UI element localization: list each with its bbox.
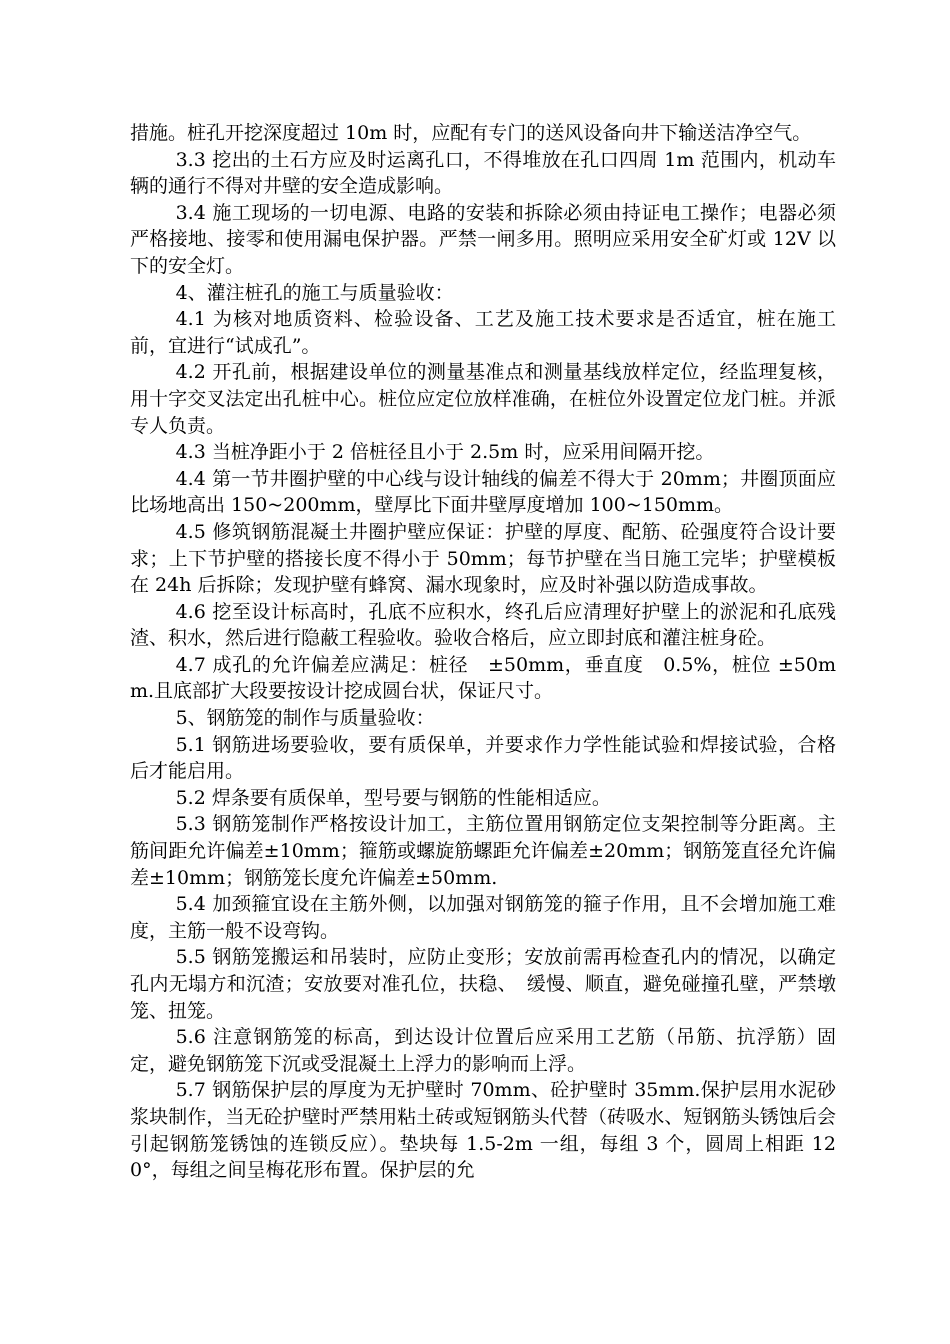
body-paragraph: 措施。桩孔开挖深度超过 10m 时，应配有专门的送风设备向井下输送洁净空气。 [130,122,812,144]
body-paragraph: 4.1 为核对地质资料、检验设备、工艺及施工技术要求是否适宜，桩在施工前，宜进行“试成孔”。 [130,308,836,357]
body-paragraph: 5.5 钢筋笼搬运和吊装时，应防止变形；安放前需再检查孔内的情况，以确定孔内无塌方和沉渣；安放要对准孔位，扶稳、 缓慢、顺直，避免碰撞孔壁，严禁墩笼、扭笼。 [130,946,836,1022]
document-page [130,120,836,1184]
document-body [130,120,836,1184]
body-paragraph: 5.2 焊条要有质保单，型号要与钢筋的性能相适应。 [175,786,611,809]
body-paragraph: 5.6 注意钢筋笼的标高，到达设计位置后应采用工艺筋（吊筋、抗浮筋）固定，避免钢筋笼下沉或受混凝土上浮力的影响而上浮。 [130,1026,836,1075]
body-paragraph: 5.7 钢筋保护层的厚度为无护壁时 70mm、砼护壁时 35mm.保护层用水泥砂浆块制作，当无砼护壁时严禁用粘土砖或短钢筋头代替（砖吸水、短钢筋头锈蚀后会引起钢筋笼锈蚀的连锁反应）。垫块每 1.5-2m 一组，每组 3 个，圆周上相距 120°，每组之间呈梅花形布置。保护层的允 [130,1079,836,1182]
body-paragraph: 5.4 加颈箍宜设在主筋外侧，以加强对钢筋笼的箍子作用，且不会增加施工难度，主筋一般不设弯钩。 [130,893,836,942]
body-paragraph: 4.2 开孔前，根据建设单位的测量基准点和测量基线放样定位，经监理复核，用十字交叉法定出孔桩中心。桩位应定位放样准确，在桩位外设置定位龙门桩。并派专人负责。 [130,361,836,437]
body-paragraph: 4.4 第一节井圈护壁的中心线与设计轴线的偏差不得大于 20mm；井圈顶面应比场地高出 150~200mm，壁厚比下面井壁厚度增加 100~150mm。 [130,467,836,517]
body-paragraph: 5.1 钢筋进场要验收，要有质保单，并要求作力学性能试验和焊接试验，合格后才能启用。 [130,733,836,783]
body-paragraph: 4.7 成孔的允许偏差应满足：桩径 ±50mm，垂直度 0.5%，桩位 ±50mm.且底部扩大段要按设计挖成圆台状，保证尺寸。 [130,653,836,703]
body-paragraph: 4.5 修筑钢筋混凝土井圈护壁应保证：护壁的厚度、配筋、砼强度符合设计要求；上下节护壁的搭接长度不得小于 50mm；每节护壁在当日施工完毕；护壁模板在 24h 后拆除；发现护壁有蜂窝、漏水现象时，应及时补强以防造成事故。 [130,520,836,597]
body-paragraph: 3.3 挖出的土石方应及时运离孔口，不得堆放在孔口四周 1m 范围内，机动车辆的通行不得对井壁的安全造成影响。 [130,148,836,198]
body-paragraph: 4.3 当桩净距小于 2 倍桩径且小于 2.5m 时，应采用间隔开挖。 [175,441,715,464]
body-paragraph: 4、灌注桩孔的施工与质量验收： [175,281,454,304]
body-paragraph: 5、钢筋笼的制作与质量验收： [175,707,435,730]
body-paragraph: 5.3 钢筋笼制作严格按设计加工，主筋位置用钢筋定位支架控制等分距离。主筋间距允许偏差±10mm；箍筋或螺旋筋螺距允许偏差±20mm；钢筋笼直径允许偏差±10mm；钢筋笼长度允许偏差±50mm. [130,813,836,889]
body-paragraph: 3.4 施工现场的一切电源、电路的安装和拆除必须由持证电工操作；电器必须严格接地、接零和使用漏电保护器。严禁一闸多用。照明应采用安全矿灯或 12V 以下的安全灯。 [130,201,836,277]
body-paragraph: 4.6 挖至设计标高时，孔底不应积水，终孔后应清理好护壁上的淤泥和孔底残渣、积水，然后进行隐蔽工程验收。验收合格后，应立即封底和灌注桩身砼。 [130,600,836,650]
